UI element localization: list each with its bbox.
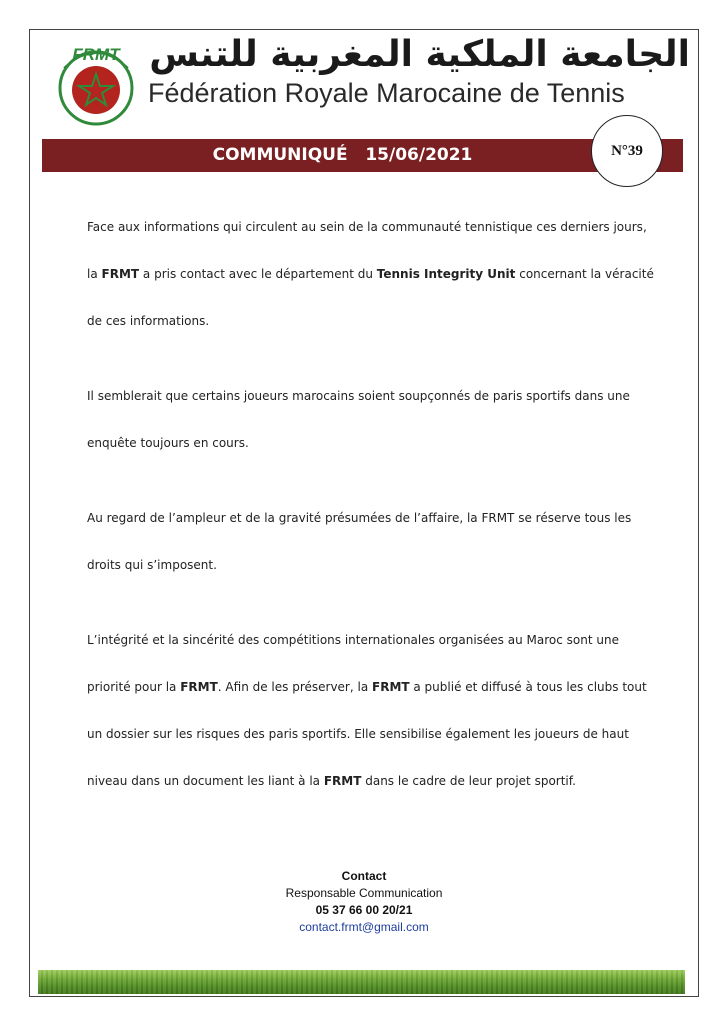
text-segment: concernant la véracité bbox=[515, 267, 654, 281]
paragraph-gap bbox=[87, 595, 657, 623]
frmt-logo bbox=[50, 38, 142, 130]
text-segment: Face aux informations qui circulent au sein de la communauté tennistique ces derniers jours, bbox=[87, 220, 647, 234]
body-line bbox=[87, 210, 657, 257]
arabic-title: الجامعة الملكية المغربية للتنس bbox=[149, 34, 690, 75]
paragraph-gap bbox=[87, 473, 657, 501]
communique-number-badge: N°39 bbox=[591, 115, 663, 187]
bold-text: FRMT bbox=[372, 680, 410, 694]
body-line bbox=[87, 501, 657, 548]
text-segment: droits qui s’imposent. bbox=[87, 558, 217, 572]
text-segment: enquête toujours en cours. bbox=[87, 436, 249, 450]
text-segment: un dossier sur les risques des paris sportifs. Elle sensibilise également les joueurs de haut bbox=[87, 727, 629, 741]
text-segment: dans le cadre de leur projet sportif. bbox=[361, 774, 576, 788]
body-line bbox=[87, 304, 657, 351]
body-line bbox=[87, 257, 657, 304]
body-line bbox=[87, 379, 657, 426]
text-segment: niveau dans un document les liant à la bbox=[87, 774, 324, 788]
body-line bbox=[87, 670, 657, 717]
contact-email-link[interactable]: contact.frmt@gmail.com bbox=[299, 920, 429, 934]
bold-text: FRMT bbox=[180, 680, 218, 694]
body-line bbox=[87, 426, 657, 473]
communique-title: COMMUNIQUÉ 15/06/2021 bbox=[212, 145, 473, 165]
communique-body bbox=[87, 210, 657, 811]
body-line bbox=[87, 717, 657, 764]
contact-role: Responsable Communication bbox=[285, 886, 443, 900]
contact-phone: 05 37 66 00 20/21 bbox=[315, 903, 413, 917]
text-segment: de ces informations. bbox=[87, 314, 210, 328]
body-line bbox=[87, 764, 657, 811]
bold-text: FRMT bbox=[101, 267, 140, 281]
text-segment: a pris contact avec le département du bbox=[139, 267, 377, 281]
contact-heading: Contact bbox=[341, 869, 387, 883]
paragraph-gap bbox=[87, 351, 657, 379]
text-segment: . Afin de les préserver, la bbox=[217, 680, 372, 694]
body-line bbox=[87, 548, 657, 595]
text-segment: L’intégrité et la sincérité des compétitions internationales organisées au Maroc sont une bbox=[87, 633, 619, 647]
grass-footer-strip bbox=[38, 970, 685, 994]
contact-block bbox=[0, 868, 728, 936]
bold-text: FRMT bbox=[323, 774, 362, 788]
text-segment: Au regard de l’ampleur et de la gravité présumées de l’affaire, la FRMT se réserve tous les bbox=[87, 511, 632, 525]
logo-text: FRMT bbox=[72, 45, 120, 64]
communique-banner bbox=[42, 139, 683, 172]
text-segment: Il semblerait que certains joueurs marocains soient soupçonnés de paris sportifs dans une bbox=[87, 389, 630, 403]
bold-text: Tennis Integrity Unit bbox=[376, 267, 516, 281]
text-segment: priorité pour la bbox=[87, 680, 181, 694]
text-segment: la bbox=[87, 267, 102, 281]
text-segment: a publié et diffusé à tous les clubs tout bbox=[409, 680, 647, 694]
french-title: Fédération Royale Marocaine de Tennis bbox=[148, 78, 625, 108]
body-line bbox=[87, 623, 657, 670]
